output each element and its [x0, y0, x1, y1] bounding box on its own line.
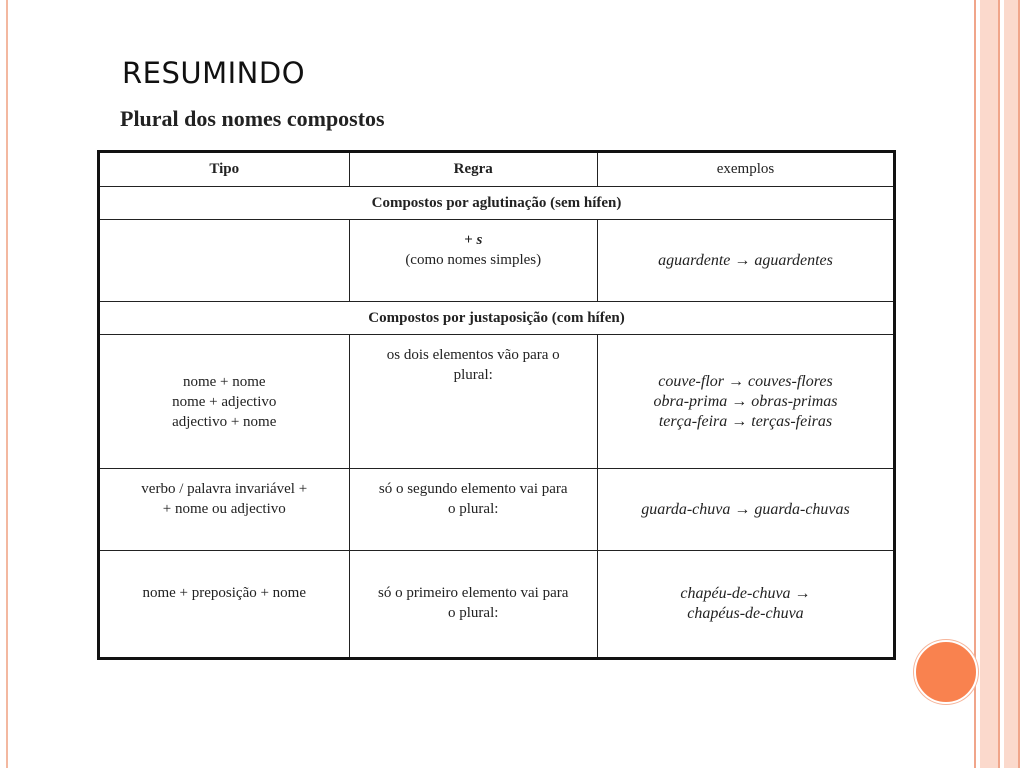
cell-regra: + s (como nomes simples)	[349, 220, 597, 302]
cell-tipo: nome + nome nome + adjectivo adjectivo + nome	[99, 335, 350, 469]
header-row	[99, 152, 895, 187]
section-justaposicao: Compostos por justaposição (com hífen)	[99, 302, 895, 335]
cell-regra: só o primeiro elemento vai para o plural:	[349, 551, 597, 659]
section-aglutinacao: Compostos por aglutinação (sem hífen)	[99, 187, 895, 220]
cell-regra: só o segundo elemento vai para o plural:	[349, 469, 597, 551]
cell-tipo: verbo / palavra invariável + + nome ou adjectivo	[99, 469, 350, 551]
table-row	[99, 469, 895, 551]
table-row	[99, 551, 895, 659]
cell-tipo: nome + preposição + nome	[99, 551, 350, 659]
section-row-justaposicao	[99, 302, 895, 335]
cell-exemplos: couve-flor → couves-flores obra-prima → obras-primas terça-feira → terças-feiras	[597, 335, 894, 469]
right-decoration	[974, 0, 1024, 768]
cell-regra: os dois elementos vão para o plural:	[349, 335, 597, 469]
cell-exemplos: aguardente → aguardentes	[597, 220, 894, 302]
header-tipo: Tipo	[99, 152, 350, 187]
cell-tipo-empty	[99, 220, 350, 302]
doc-heading: Plural dos nomes compostos	[120, 106, 385, 131]
cell-exemplos: chapéu-de-chuva → chapéus-de-chuva	[597, 551, 894, 659]
section-row-aglutinacao	[99, 187, 895, 220]
header-regra: Regra	[349, 152, 597, 187]
slide-title: RESUMINDO	[122, 56, 306, 90]
plural-rules-table	[97, 150, 896, 660]
header-exemplos: exemplos	[597, 152, 894, 187]
table-row	[99, 220, 895, 302]
decorative-circle	[914, 640, 978, 704]
cell-exemplos: guarda-chuva → guarda-chuvas	[597, 469, 894, 551]
table-row	[99, 335, 895, 469]
left-border-line	[6, 0, 8, 768]
